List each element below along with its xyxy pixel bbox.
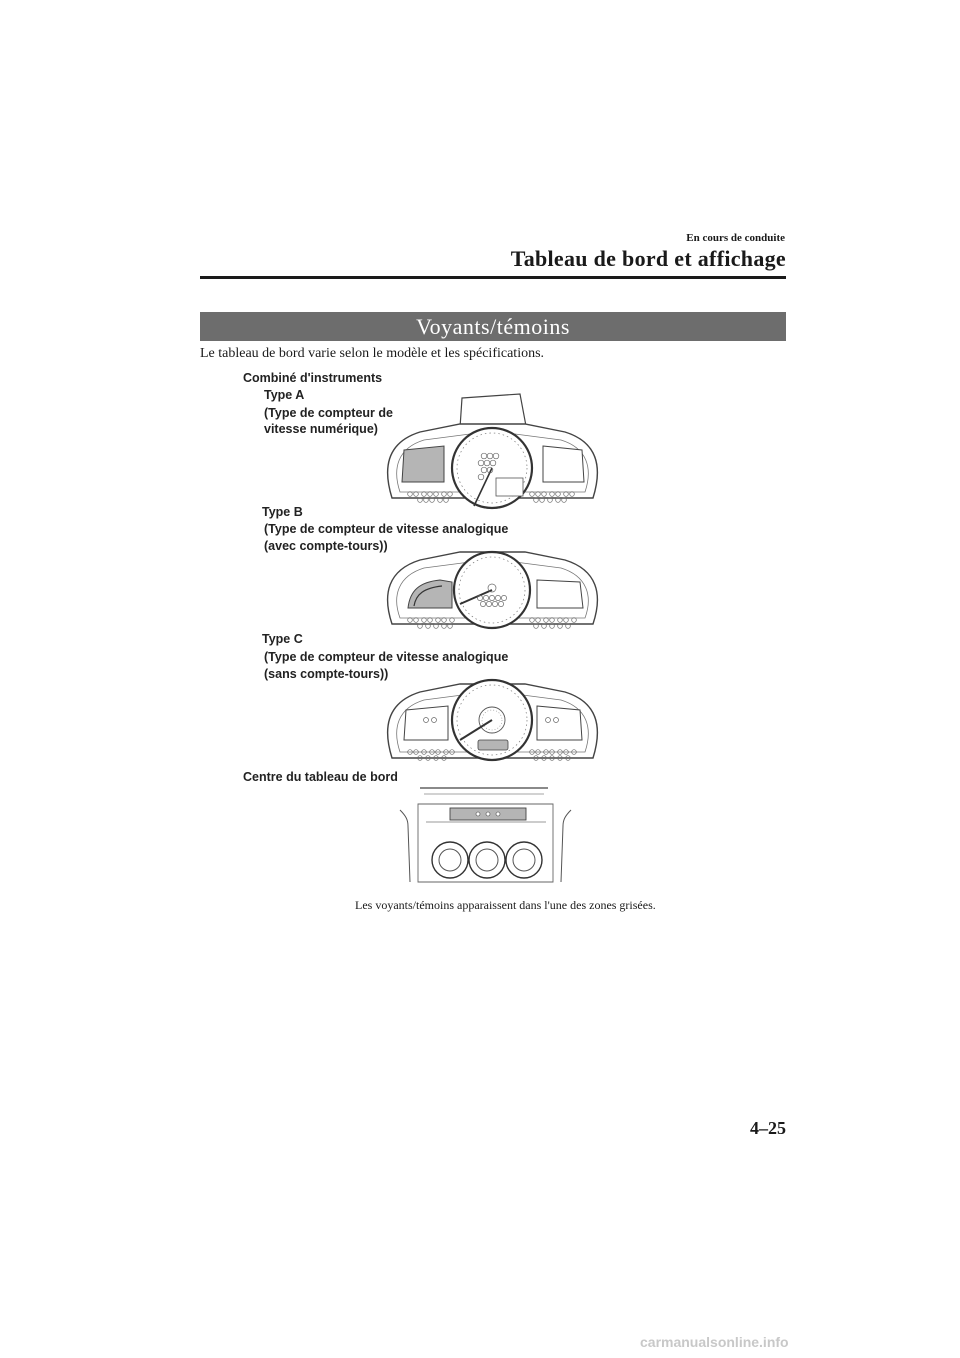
watermark: carmanualsonline.info: [640, 1334, 789, 1350]
center-console-illustration: [398, 786, 573, 886]
type-c-desc-1: (Type de compteur de vitesse analogique: [264, 650, 509, 664]
type-a-desc-2: vitesse numérique): [264, 422, 378, 436]
type-b-label: Type B: [262, 505, 303, 519]
cluster-label: Combiné d'instruments: [243, 371, 383, 385]
figure-caption: Les voyants/témoins apparaissent dans l'une des zones grisées.: [355, 898, 656, 912]
section-banner: Voyants/témoins: [200, 312, 786, 341]
type-b-desc-2: (avec compte-tours)): [264, 539, 388, 553]
center-console-label: Centre du tableau de bord: [243, 770, 398, 784]
section-title: Tableau de bord et affichage: [510, 246, 786, 271]
type-b-cluster-illustration: [380, 542, 605, 637]
running-head: En cours de conduite: [686, 232, 785, 244]
page-number: 4–25: [750, 1118, 786, 1138]
type-b-desc-1: (Type de compteur de vitesse analogique: [264, 522, 509, 536]
type-c-cluster-illustration: [380, 668, 605, 770]
intro-paragraph: Le tableau de bord varie selon le modèle et les spécifications.: [200, 346, 545, 361]
type-c-label: Type C: [262, 632, 303, 646]
type-c-desc-2: (sans compte-tours)): [264, 667, 389, 681]
type-a-label: Type A: [264, 388, 305, 402]
type-a-desc-1: (Type de compteur de: [264, 406, 393, 420]
header-rule: [200, 276, 786, 279]
type-a-cluster-illustration: [380, 386, 605, 511]
